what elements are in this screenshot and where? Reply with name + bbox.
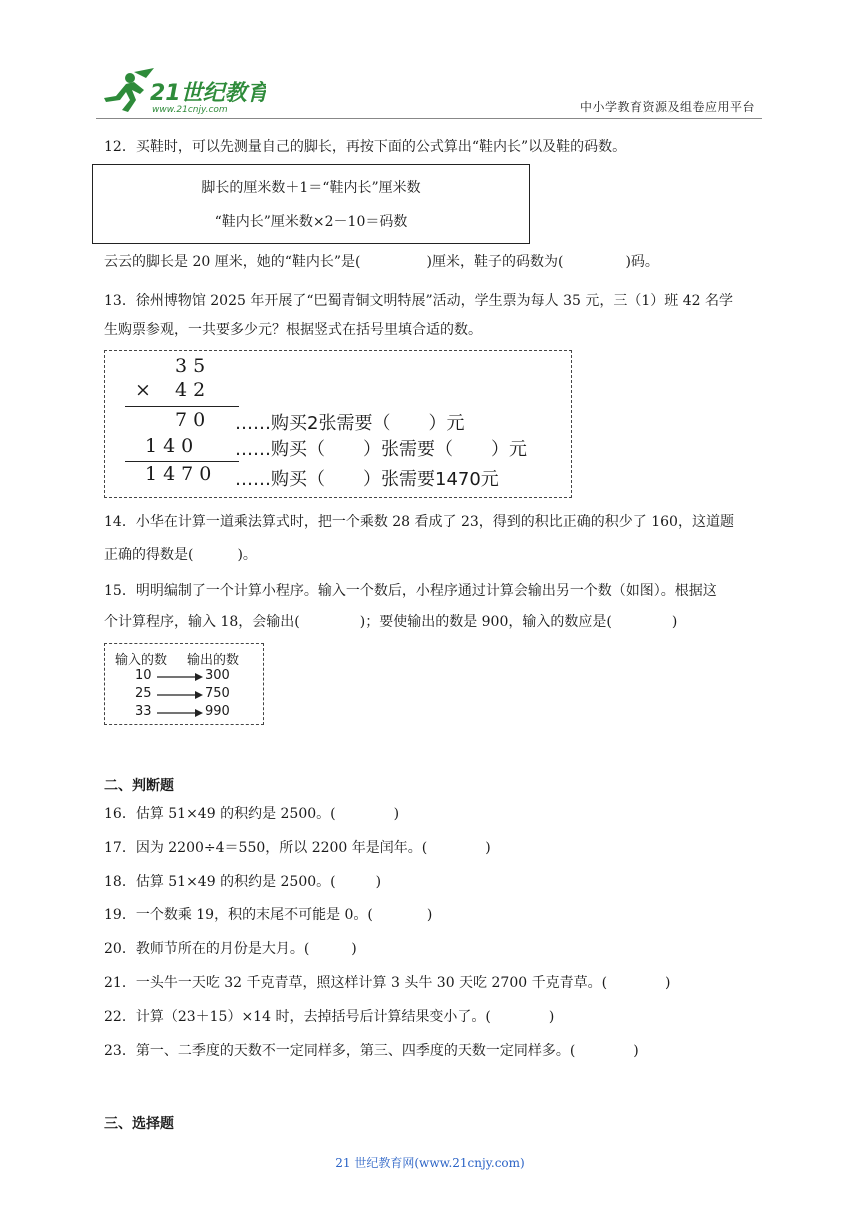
calc-line-1 <box>125 406 239 407</box>
logo <box>96 66 266 114</box>
calc-label-2: ……购买（ ）张需要（ ）元 <box>235 439 527 460</box>
calc-times-sign: × <box>135 379 157 401</box>
table-head-output: 输出的数 <box>187 653 240 668</box>
runner-logo-icon <box>96 66 266 114</box>
q12-stem: 12．买鞋时，可以先测量自己的脚长，再按下面的公式算出“鞋内长”以及鞋的码数。 <box>104 139 627 155</box>
q13-vertical-calc-box <box>104 350 572 498</box>
q12-formula-box <box>92 164 530 244</box>
section-2-title: 二、判断题 <box>104 778 174 794</box>
arrow-right-icon <box>157 690 203 700</box>
footer-link[interactable]: 21 世纪教育网(www.21cnjy.com) <box>335 1156 525 1170</box>
row-output: 990 <box>205 704 230 719</box>
row-output: 750 <box>205 686 230 701</box>
q13-line-1: 13．徐州博物馆 2025 年开展了“巴蜀青铜文明特展”活动，学生票为每人 35 元，三（1）班 42 名学 <box>104 293 733 309</box>
row-input: 10 <box>135 668 152 683</box>
arrow-right-icon <box>157 672 203 682</box>
row-input: 33 <box>135 704 152 719</box>
judge-item-16: 16．估算 51×49 的积约是 2500。( ) <box>104 806 400 822</box>
calc-label-3: ……购买（ ）张需要1470元 <box>235 469 499 490</box>
q15-program-table <box>104 643 264 725</box>
q12-formula-2: “鞋内长”厘米数×2－10＝码数 <box>214 214 408 230</box>
calc-line-2 <box>125 461 239 462</box>
judge-item-21: 21．一头牛一天吃 32 千克青草，照这样计算 3 头牛 30 天吃 2700 千克青草。( ) <box>104 975 671 991</box>
svg-text:www.21cnjy.com: www.21cnjy.com <box>152 105 228 114</box>
calc-partial-1: 70 <box>175 409 212 431</box>
calc-result: 1470 <box>145 463 218 485</box>
header-divider <box>96 118 762 119</box>
judge-item-20: 20．教师节所在的月份是大月。( ) <box>104 941 357 957</box>
judge-item-18: 18．估算 51×49 的积约是 2500。( ) <box>104 874 382 890</box>
q14-line-1: 14．小华在计算一道乘法算式时，把一个乘数 28 看成了 23，得到的积比正确的积少了 160，这道题 <box>104 514 734 530</box>
arrow-right-icon <box>157 708 203 718</box>
section-3-title: 三、选择题 <box>104 1116 174 1132</box>
judge-item-22: 22．计算（23＋15）×14 时，去掉括号后计算结果变小了。( ) <box>104 1009 555 1025</box>
calc-multiplier: 42 <box>175 379 212 401</box>
q14-line-2: 正确的得数是( )。 <box>104 547 257 563</box>
header-platform-text: 中小学教育资源及组卷应用平台 <box>580 100 756 114</box>
q15-line-1: 15．明明编制了一个计算小程序。输入一个数后，小程序通过计算会输出另一个数（如图）。根据这 <box>104 583 717 599</box>
q15-line-2: 个计算程序，输入 18，会输出( )；要使输出的数是 900，输入的数应是( ) <box>104 614 678 630</box>
judge-item-17: 17．因为 2200÷4＝550，所以 2200 年是闰年。( ) <box>104 840 491 856</box>
row-output: 300 <box>205 668 230 683</box>
q13-line-2: 生购票参观，一共要多少元？根据竖式在括号里填合适的数。 <box>104 322 482 338</box>
q12-formula-1: 脚长的厘米数＋1＝“鞋内长”厘米数 <box>201 180 421 196</box>
table-head-input: 输入的数 <box>115 653 168 668</box>
judge-item-19: 19．一个数乘 19，积的末尾不可能是 0。( ) <box>104 907 433 923</box>
q12-question: 云云的脚长是 20 厘米，她的“鞋内长”是( )厘米，鞋子的码数为( )码。 <box>104 254 659 270</box>
calc-label-1: ……购买2张需要（ ）元 <box>235 413 465 434</box>
calc-multiplicand: 35 <box>175 355 212 377</box>
svg-text:21世纪教育: 21世纪教育 <box>150 81 266 106</box>
calc-partial-2: 140 <box>145 435 200 457</box>
row-input: 25 <box>135 686 152 701</box>
judge-item-23: 23．第一、二季度的天数不一定同样多，第三、四季度的天数一定同样多。( ) <box>104 1043 639 1059</box>
